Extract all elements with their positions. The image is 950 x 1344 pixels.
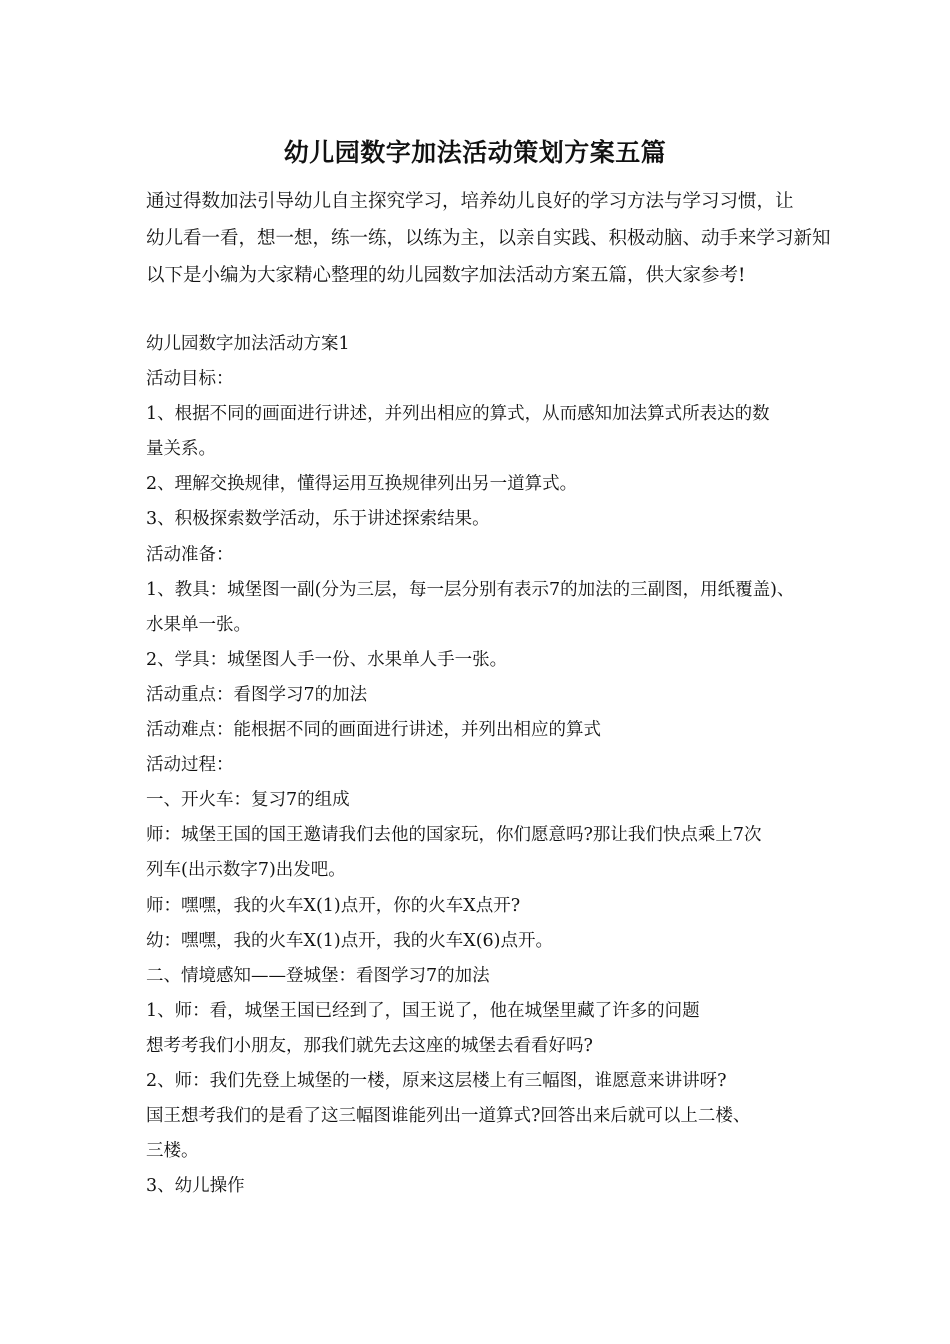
body-line: 想考考我们小朋友，那我们就先去这座的城堡去看看好吗? (146, 1035, 593, 1056)
intro-line: 通过得数加法引导幼儿自主探究学习，培养幼儿良好的学习方法与学习习惯，让 (146, 191, 794, 212)
body-line: 水果单一张。 (146, 614, 251, 635)
body-line: 1、师：看，城堡王国已经到了，国王说了，他在城堡里藏了许多的问题 (146, 1000, 700, 1021)
body-line: 活动目标： (146, 369, 234, 390)
body-line: 国王想考我们的是看了这三幅图谁能列出一道算式?回答出来后就可以上二楼、 (146, 1106, 751, 1127)
body-line: 二、情境感知——登城堡：看图学习7的加法 (146, 965, 490, 986)
document-body (146, 327, 826, 1204)
body-line: 3、幼儿操作 (146, 1176, 245, 1197)
body-line: 2、师：我们先登上城堡的一楼，原来这层楼上有三幅图，谁愿意来讲讲呀? (146, 1070, 727, 1091)
body-line: 师：嘿嘿，我的火车X(1)点开，你的火车X点开? (146, 895, 521, 916)
body-line: 1、教具：城堡图一副(分为三层，每一层分别有表示7的加法的三副图，用纸覆盖)、 (146, 579, 795, 600)
body-line: 活动过程： (146, 755, 234, 776)
intro-line: 幼儿看一看，想一想，练一练，以练为主，以亲自实践、积极动脑、动手来学习新知 (146, 228, 831, 249)
body-line: 2、学具：城堡图人手一份、水果单人手一张。 (146, 649, 508, 670)
body-line: 1、根据不同的画面进行讲述，并列出相应的算式，从而感知加法算式所表达的数 (146, 404, 770, 425)
intro-paragraph (146, 183, 831, 294)
body-line: 3、积极探索数学活动，乐于讲述探索结果。 (146, 509, 490, 530)
body-line: 幼：嘿嘿，我的火车X(1)点开，我的火车X(6)点开。 (146, 930, 553, 951)
body-line: 2、理解交换规律，懂得运用互换规律列出另一道算式。 (146, 474, 578, 495)
body-line: 师：城堡王国的国王邀请我们去他的国家玩，你们愿意吗?那让我们快点乘上7次 (146, 825, 762, 846)
intro-line: 以下是小编为大家精心整理的幼儿园数字加法活动方案五篇，供大家参考! (146, 265, 746, 286)
body-line: 活动难点：能根据不同的画面进行讲述，并列出相应的算式 (146, 720, 601, 741)
body-line: 活动准备： (146, 544, 234, 565)
document-title: 幼儿园数字加法活动策划方案五篇 (283, 138, 667, 167)
body-line: 列车(出示数字7)出发吧。 (146, 860, 346, 881)
body-line: 量关系。 (146, 439, 216, 460)
body-line: 三楼。 (146, 1141, 199, 1162)
section-heading: 幼儿园数字加法活动方案1 (146, 334, 350, 354)
body-line: 活动重点：看图学习7的加法 (146, 684, 368, 705)
body-line: 一、开火车：复习7的组成 (146, 790, 350, 811)
